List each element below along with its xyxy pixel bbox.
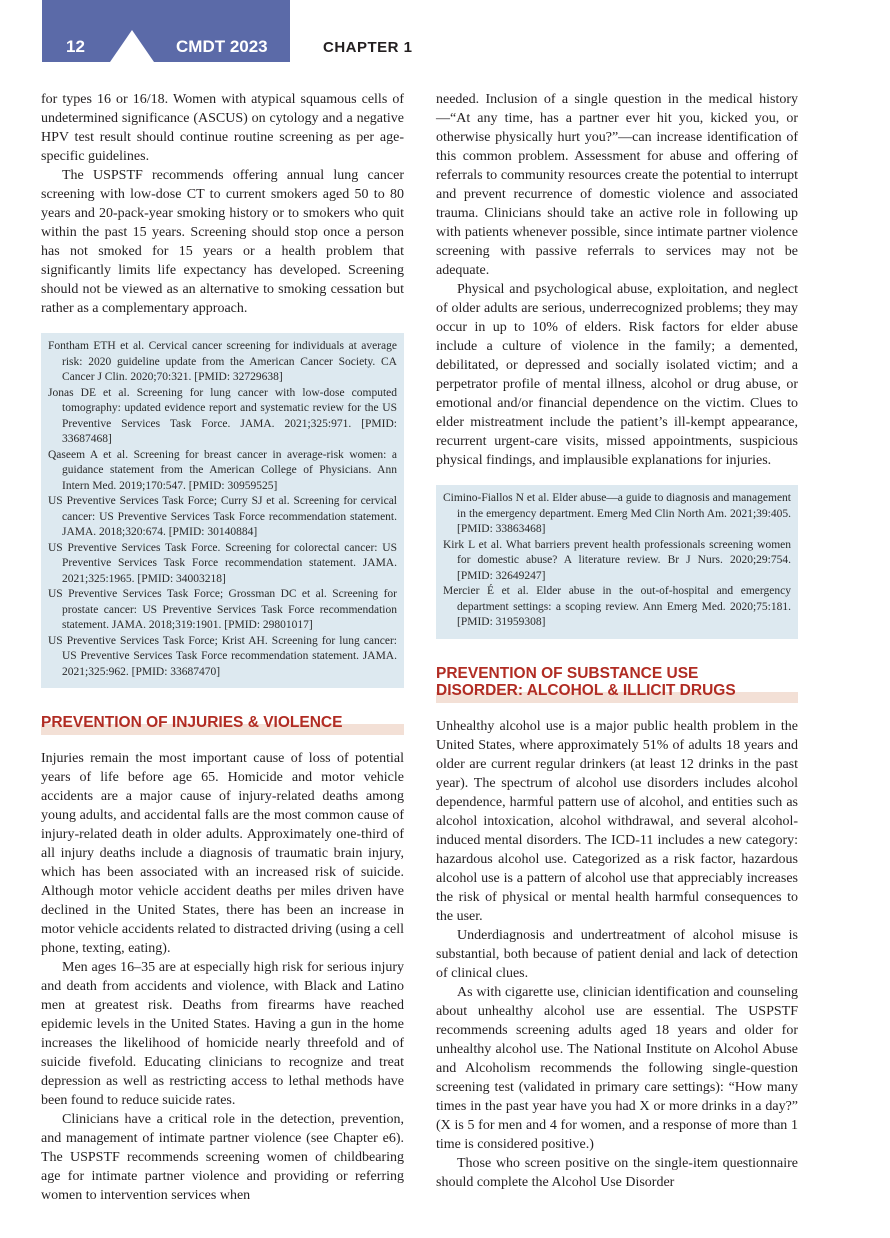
paragraph: Men ages 16–35 are at especially high risk for serious injury and death from accidents and violence, with Black and Latino men at greatest risk. Deaths from firearms have reached epidemic levels in the United States. Having a gun in the home increases the likelihood of homicide nearly threefold and of suicide fivefold. Educating clinicians to recognize and treat depression as well as restricting access to lethal methods have been found to reduce suicide rates. bbox=[41, 960, 404, 1108]
reference-item: Qaseem A et al. Screening for breast cancer in average-risk women: a guidance statement from the American College of Physicians. Ann Intern Med. 2019;170:547. [PMID: 30959525] bbox=[48, 448, 397, 492]
left-column bbox=[41, 90, 404, 1205]
section-heading bbox=[41, 714, 404, 731]
reference-item: Kirk L et al. What barriers prevent health professionals screening women for domestic abuse? A literature review. Br J Nurs. 2020;29:754. [PMID: 32649247] bbox=[443, 538, 791, 582]
section-heading bbox=[436, 665, 798, 699]
chapter-label: CHAPTER 1 bbox=[323, 39, 413, 56]
page-number: 12 bbox=[66, 37, 85, 56]
section-heading-text: PREVENTION OF SUBSTANCE USE bbox=[436, 664, 699, 682]
reference-item: Jonas DE et al. Screening for lung cancer with low-dose computed tomography: updated evidence report and systematic review for the US Preventive Services Task Force. JAMA. 2021;325:971. [PMID: 33687468] bbox=[48, 386, 397, 445]
reference-item: Mercier É et al. Elder abuse in the out-of-hospital and emergency department settings: a scoping review. Ann Emerg Med. 2020;75:181. [PMID: 31959308] bbox=[443, 585, 791, 628]
paragraph: Unhealthy alcohol use is a major public health problem in the United States, where approximately 51% of adults 18 years and older are current regular drinkers (at least 12 drinks in the past year). The spectrum of alcohol use disorders includes alcohol dependence, harmful pattern use of alcohol, and entities such as alcohol intoxication, alcohol withdrawal, and several alcohol-induced mental disorders. The ICD-11 includes a new category: hazardous alcohol use. Categorized as a risk factor, hazardous alcohol use is a pattern of alcohol use that appreciably increases the risk of physical or mental health harmful consequences to the user. bbox=[436, 718, 798, 924]
reference-item: Fontham ETH et al. Cervical cancer screening for individuals at average risk: 2020 guideline update from the American Cancer Society. CA Cancer J Clin. 2020;70:321. [PMID: 32729638] bbox=[48, 340, 397, 383]
section-heading-text: PREVENTION OF INJURIES & VIOLENCE bbox=[41, 714, 343, 731]
paragraph: Underdiagnosis and undertreatment of alcohol misuse is substantial, both because of patient denial and lack of detection of clinical clues. bbox=[436, 927, 798, 981]
reference-item: Cimino-Fiallos N et al. Elder abuse—a guide to diagnosis and management in the emergency department. Emerg Med Clin North Am. 2021;39:405. [PMID: 33863468] bbox=[443, 492, 791, 535]
references-box bbox=[436, 485, 798, 639]
paragraph: Clinicians have a critical role in the detection, prevention, and management of intimate partner violence (see Chapter e6). The USPSTF recommends screening women of childbearing age for intimate partner violence and providing or referring women to intervention services when bbox=[41, 1112, 404, 1203]
paragraph: Injuries remain the most important cause of loss of potential years of life before age 65. Homicide and motor vehicle accidents are a major cause of injury-related deaths among young adults, and accidental falls are the most common cause of injury-related death in older adults. Approximately one-third of all injury deaths include a diagnosis of traumatic brain injury, which has been associated with an increased risk of suicide. Although motor vehicle accident deaths per miles driven have declined in the United States, there has been an increase in motor vehicle accidents related to distracted driving (using a cell phone, texting, eating). bbox=[41, 751, 404, 956]
paragraph: Those who screen positive on the single-item questionnaire should complete the Alcohol Use Disorder bbox=[436, 1155, 798, 1190]
paragraph: needed. Inclusion of a single question in the medical history—“At any time, has a partner ever hit you, kicked you, or otherwise physically hurt you?”—can increase identification of this common problem. Assessment for abuse and offering of referrals to community resources create the potential to interrupt and prevent recurrence of domestic violence and associated trauma. Clinicians should take an active role in following up with patients whenever possible, since intimate partner violence screening with passive referrals to services may not be adequate. bbox=[436, 92, 798, 278]
reference-item: US Preventive Services Task Force; Curry SJ et al. Screening for cervical cancer: US Preventive Services Task Force recommendation statement. JAMA. 2018;320:674. [PMID: 30140884] bbox=[48, 495, 397, 538]
header-notch bbox=[110, 30, 154, 62]
book-title: CMDT 2023 bbox=[176, 37, 268, 56]
paragraph: for types 16 or 16/18. Women with atypical squamous cells of undetermined significance (ASCUS) on cytology and a negative HPV test result should continue routine screening as per age-specific guidelines. bbox=[41, 92, 404, 164]
references-box bbox=[41, 333, 404, 688]
reference-item: US Preventive Services Task Force. Screening for colorectal cancer: US Preventive Services Task Force recommendation statement. JAMA. 2021;325:1965. [PMID: 34003218] bbox=[48, 541, 397, 585]
section-heading-text: DISORDER: ALCOHOL & ILLICIT DRUGS bbox=[436, 681, 736, 699]
right-column bbox=[436, 90, 798, 1192]
paragraph: As with cigarette use, clinician identification and counseling about unhealthy alcohol use are essential. The USPSTF recommends screening adults aged 18 years and older for unhealthy alcohol use. The National Institute on Alcohol Abuse and Alcoholism recommends the following single-question screening test (validated in primary care settings): “How many times in the past year have you had X or more drinks in a day?” (X is 5 for men and 4 for women, and a response of more than 1 time is considered positive.) bbox=[436, 984, 798, 1152]
paragraph: The USPSTF recommends offering annual lung cancer screening with low-dose CT to current smokers aged 50 to 80 years and 20-pack-year smoking history or to smokers who quit within the past 15 years. Screening should stop once a person has not smoked for 15 years or a health problem that significantly limits life expectancy has developed. Screening should not be viewed as an alternative to smoking cessation but rather as a complementary approach. bbox=[41, 168, 404, 316]
reference-item: US Preventive Services Task Force; Krist AH. Screening for lung cancer: US Preventive Services Task Force recommendation statement. JAMA. 2021;325:962. [PMID: 33687470] bbox=[48, 634, 397, 678]
paragraph: Physical and psychological abuse, exploitation, and neglect of older adults are serious, underrecognized problems; they may occur in up to 10% of elders. Risk factors for elder abuse include a culture of violence in the family; a demented, debilitated, or depressed and socially isolated victim; and a perpetrator profile of mental illness, alcohol or drug abuse, or emotional and/or financial dependence on the victim. Clues to elder mistreatment include the patient’s ill-kempt appearance, recurrent urgent-care visits, missed appointments, suspicious physical findings, and implausible explanations for injuries. bbox=[436, 282, 798, 468]
reference-item: US Preventive Services Task Force; Grossman DC et al. Screening for prostate cancer: US Preventive Services Task Force recommendation statement. JAMA. 2018;319:1901. [PMID: 29801017] bbox=[48, 588, 397, 631]
